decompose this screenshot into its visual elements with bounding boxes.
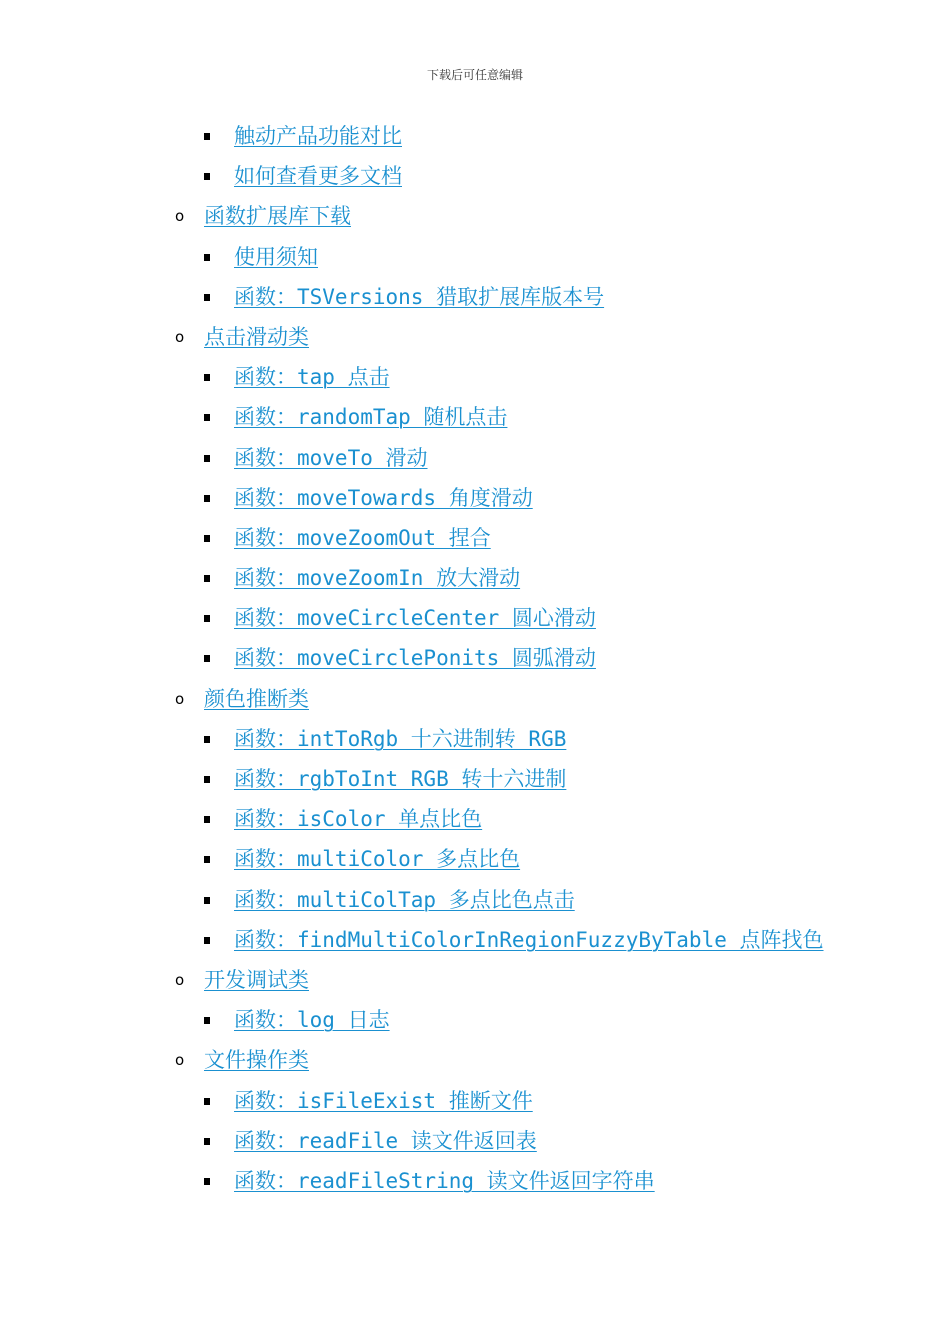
toc-subsection-link[interactable]: 函数：multiColTap 多点比色点击: [234, 887, 575, 912]
toc-subsection-item: [0, 1121, 950, 1161]
toc-subsection-link[interactable]: 函数：readFile 读文件返回表: [234, 1128, 537, 1153]
toc-subsection-item: [0, 1081, 950, 1121]
square-bullet-icon: [204, 374, 210, 381]
circle-bullet-icon: o: [175, 689, 185, 708]
toc-subsection-link[interactable]: 函数：findMultiColorInRegionFuzzyByTable 点阵找色: [234, 927, 824, 952]
toc-subsection-item: [0, 156, 950, 196]
toc-subsection-item: [0, 839, 950, 879]
square-bullet-icon: [204, 897, 210, 904]
toc-subsection-link[interactable]: 函数：log 日志: [234, 1008, 390, 1033]
toc-section-link[interactable]: 点击滑动类: [204, 324, 309, 349]
toc-subsection-link[interactable]: 函数：tap 点击: [234, 365, 390, 390]
toc-subsection-link[interactable]: 函数：moveCirclePonits 圆弧滑动: [234, 646, 596, 671]
toc-subsection-link[interactable]: 函数：moveCircleCenter 圆心滑动: [234, 606, 596, 631]
toc-section-item: [0, 317, 950, 357]
toc-subsection-link[interactable]: 函数：readFileString 读文件返回字符串: [234, 1168, 655, 1193]
toc-subsection-item: [0, 518, 950, 558]
square-bullet-icon: [204, 776, 210, 783]
toc-subsection-item: [0, 719, 950, 759]
square-bullet-icon: [204, 254, 210, 261]
toc-section-link[interactable]: 函数扩展库下载: [204, 204, 351, 229]
toc-subsection-link[interactable]: 函数：isColor 单点比色: [234, 807, 483, 832]
toc-subsection-item: [0, 116, 950, 156]
square-bullet-icon: [204, 736, 210, 743]
table-of-contents: [0, 116, 950, 1201]
square-bullet-icon: [204, 1098, 210, 1105]
toc-subsection-link[interactable]: 函数：moveZoomIn 放大滑动: [234, 566, 521, 591]
toc-subsection-link[interactable]: 函数：rgbToInt RGB 转十六进制: [234, 767, 567, 791]
toc-subsection-item: [0, 920, 950, 960]
toc-subsection-item: [0, 478, 950, 518]
toc-section-link[interactable]: 颜色推断类: [204, 686, 309, 711]
toc-subsection-link[interactable]: 函数：intToRgb 十六进制转 RGB: [234, 726, 567, 751]
toc-subsection-link[interactable]: 触动产品功能对比: [234, 124, 402, 148]
toc-section-link[interactable]: 文件操作类: [204, 1048, 309, 1073]
toc-section-item: [0, 679, 950, 719]
toc-subsection-item: [0, 237, 950, 277]
toc-subsection-item: [0, 1000, 950, 1040]
square-bullet-icon: [204, 133, 210, 140]
toc-subsection-link[interactable]: 函数：moveTo 滑动: [234, 445, 428, 470]
square-bullet-icon: [204, 1178, 210, 1185]
toc-subsection-link[interactable]: 如何查看更多文档: [234, 164, 402, 189]
toc-subsection-item: [0, 357, 950, 397]
toc-subsection-item: [0, 880, 950, 920]
toc-subsection-item: [0, 759, 950, 799]
square-bullet-icon: [204, 173, 210, 180]
toc-subsection-item: [0, 438, 950, 478]
toc-subsection-link[interactable]: 函数：randomTap 随机点击: [234, 405, 508, 430]
toc-subsection-item: [0, 277, 950, 317]
toc-subsection-link[interactable]: 函数：moveZoomOut 捏合: [234, 525, 491, 550]
toc-subsection-item: [0, 598, 950, 638]
circle-bullet-icon: o: [175, 207, 185, 226]
square-bullet-icon: [204, 655, 210, 662]
toc-subsection-link[interactable]: 函数：TSVersions 猎取扩展库版本号: [234, 284, 605, 309]
circle-bullet-icon: o: [175, 1051, 185, 1070]
toc-subsection-link[interactable]: 使用须知: [234, 244, 318, 269]
toc-section-item: [0, 960, 950, 1000]
square-bullet-icon: [204, 816, 210, 823]
square-bullet-icon: [204, 414, 210, 421]
square-bullet-icon: [204, 495, 210, 502]
toc-section-item: [0, 196, 950, 236]
square-bullet-icon: [204, 615, 210, 622]
toc-subsection-item: [0, 799, 950, 839]
toc-subsection-link[interactable]: 函数：isFileExist 推断文件: [234, 1088, 533, 1113]
toc-section-link[interactable]: 开发调试类: [204, 967, 309, 992]
toc-subsection-link[interactable]: 函数：moveTowards 角度滑动: [234, 485, 533, 510]
toc-subsection-link[interactable]: 函数：multiColor 多点比色: [234, 847, 521, 872]
toc-section-item: [0, 1040, 950, 1080]
toc-subsection-item: [0, 558, 950, 598]
page-header: 下载后可任意编辑: [426, 68, 523, 82]
circle-bullet-icon: o: [175, 327, 185, 346]
square-bullet-icon: [204, 856, 210, 863]
square-bullet-icon: [204, 535, 210, 542]
toc-subsection-item: [0, 638, 950, 678]
toc-subsection-item: [0, 1161, 950, 1201]
square-bullet-icon: [204, 1138, 210, 1145]
square-bullet-icon: [204, 294, 210, 301]
square-bullet-icon: [204, 575, 210, 582]
toc-subsection-item: [0, 397, 950, 437]
square-bullet-icon: [204, 1017, 210, 1024]
circle-bullet-icon: o: [175, 970, 185, 989]
square-bullet-icon: [204, 455, 210, 462]
square-bullet-icon: [204, 937, 210, 944]
